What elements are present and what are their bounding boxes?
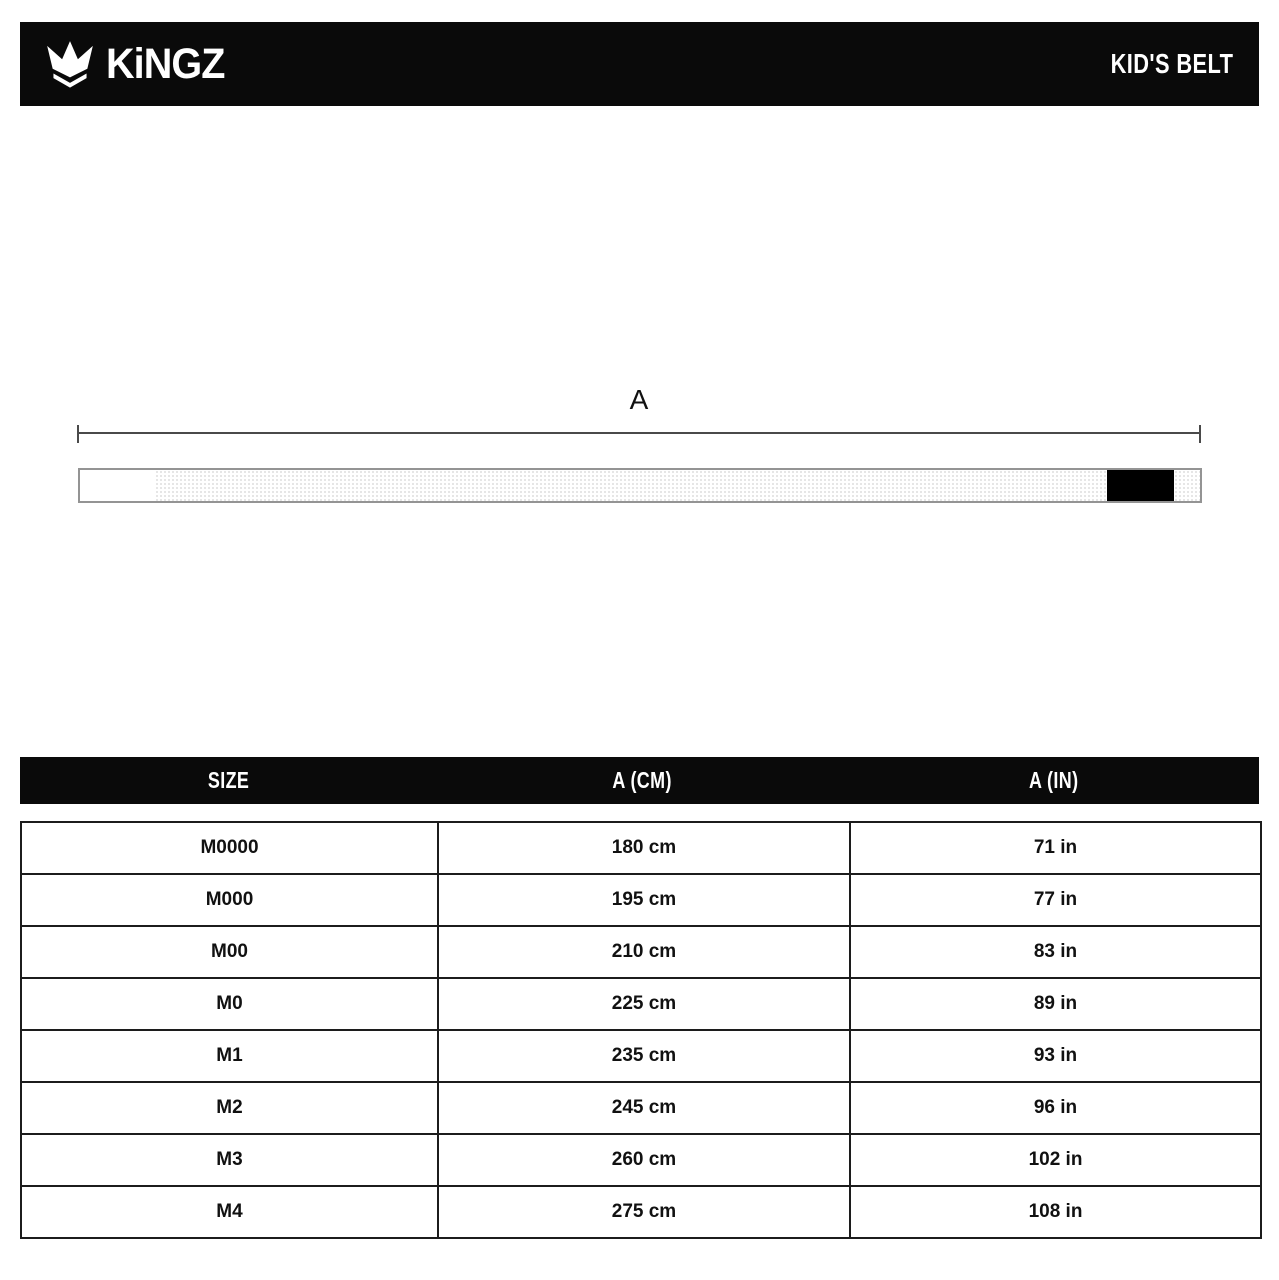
header-bar bbox=[20, 22, 1259, 106]
belt-illustration bbox=[78, 468, 1202, 503]
dimension-label-a: A bbox=[629, 384, 649, 415]
product-title: KID'S BELT bbox=[1110, 48, 1233, 79]
table-cell-a_cm: 235 cm bbox=[438, 1030, 850, 1082]
column-header-a-cm: A (CM) bbox=[612, 767, 672, 793]
table-cell-a_cm: 180 cm bbox=[438, 822, 850, 874]
table-row bbox=[21, 1030, 1261, 1082]
table-cell-a_cm: 210 cm bbox=[438, 926, 850, 978]
table-cell-a_cm: 195 cm bbox=[438, 874, 850, 926]
table-row bbox=[21, 1082, 1261, 1134]
table-cell-a_cm: 275 cm bbox=[438, 1186, 850, 1238]
table-cell-a_in: 77 in bbox=[850, 874, 1261, 926]
column-header-size: SIZE bbox=[207, 767, 249, 793]
table-cell-size: M000 bbox=[21, 874, 438, 926]
table-cell-a_in: 71 in bbox=[850, 822, 1261, 874]
table-row bbox=[21, 822, 1261, 874]
table-cell-a_cm: 260 cm bbox=[438, 1134, 850, 1186]
table-row bbox=[21, 1134, 1261, 1186]
table-cell-a_cm: 245 cm bbox=[438, 1082, 850, 1134]
belt-rank-bar bbox=[1107, 470, 1174, 501]
table-cell-size: M1 bbox=[21, 1030, 438, 1082]
table-cell-a_in: 102 in bbox=[850, 1134, 1261, 1186]
table-cell-a_cm: 225 cm bbox=[438, 978, 850, 1030]
dimension-line bbox=[78, 432, 1200, 434]
table-cell-size: M2 bbox=[21, 1082, 438, 1134]
belt-body bbox=[155, 470, 1107, 501]
table-cell-size: M4 bbox=[21, 1186, 438, 1238]
belt-right-tip bbox=[1174, 470, 1200, 501]
table-cell-a_in: 93 in bbox=[850, 1030, 1261, 1082]
table-cell-a_in: 89 in bbox=[850, 978, 1261, 1030]
table-cell-a_in: 96 in bbox=[850, 1082, 1261, 1134]
table-cell-size: M0000 bbox=[21, 822, 438, 874]
table-cell-size: M00 bbox=[21, 926, 438, 978]
table-row bbox=[21, 874, 1261, 926]
column-header-a-in: A (IN) bbox=[1028, 767, 1079, 793]
table-cell-size: M0 bbox=[21, 978, 438, 1030]
table-cell-a_in: 83 in bbox=[850, 926, 1261, 978]
table-row bbox=[21, 1186, 1261, 1238]
table-row bbox=[21, 926, 1261, 978]
table-cell-size: M3 bbox=[21, 1134, 438, 1186]
size-table-header bbox=[20, 757, 1259, 804]
dimension-tick-right bbox=[1199, 425, 1201, 443]
brand-logo bbox=[43, 38, 235, 90]
size-table-body bbox=[21, 822, 1261, 1238]
dimension-tick-left bbox=[77, 425, 79, 443]
belt-left-tip bbox=[80, 470, 155, 501]
brand-logo-text: KiNGZ bbox=[106, 39, 225, 88]
table-row bbox=[21, 978, 1261, 1030]
crown-icon bbox=[43, 38, 97, 90]
table-cell-a_in: 108 in bbox=[850, 1186, 1261, 1238]
size-table bbox=[20, 821, 1262, 1239]
